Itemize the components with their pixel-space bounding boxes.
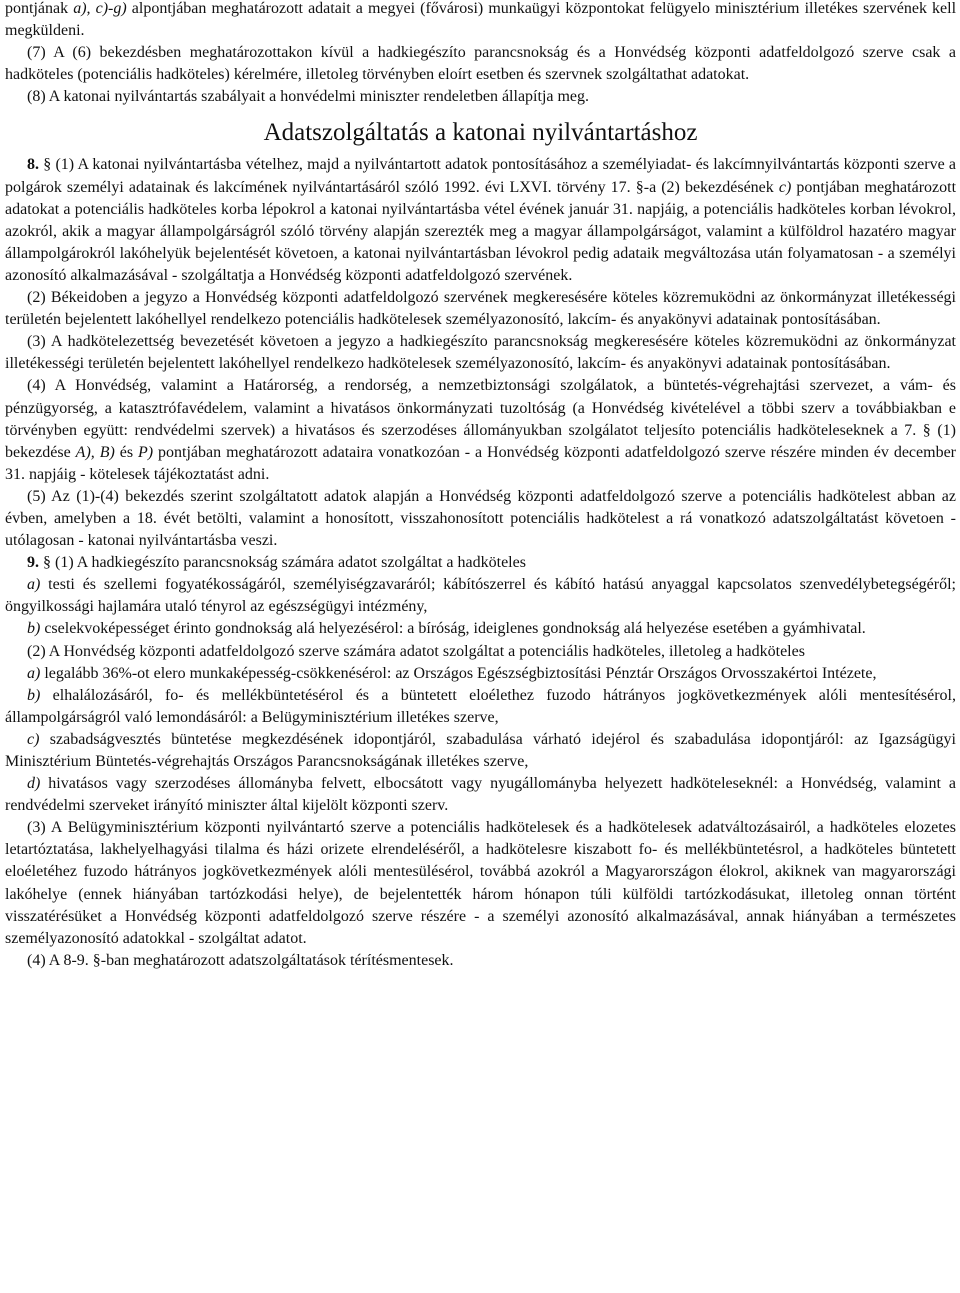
- paragraph-text: (4) A Honvédség, valamint a Határorség, a rendorség, a nemzetbiztonsági szolgálatok, a büntetés-végrehajtási szervezet, a vám- és pénzügyorség, a katasztrófavédelem, valamint a hivatásos önkormányzati tuzoltóság (a Honvédség kivételével a többi szerv a továbbiakban e törvényben együtt: rendvédelmi szervek) a hivatásos és szerzodéses állományukban szolgálatot teljesíto potenciális hadköteleseknek a 7. § (1) bekezdése: [5, 377, 956, 461]
- item-marker: P): [138, 443, 154, 461]
- paragraph: [5, 375, 956, 485]
- section-heading: Adatszolgáltatás a katonai nyilvántartáshoz: [263, 119, 698, 147]
- paragraph: [5, 817, 956, 950]
- paragraph: [5, 86, 956, 108]
- paragraph: [5, 42, 956, 86]
- paragraph-text: (7) A (6) bekezdésben meghatározottakon kívül a hadkiegészíto parancsnokság és a Honvédség központi adatfeldolgozó szerve csak a hadköteles (potenciális hadköteles) kérelmére, illetoleg törvényben eloírt esetben és szervnek szolgáltathat adatokat.: [5, 44, 956, 84]
- item-marker: b): [27, 620, 41, 638]
- paragraph: [5, 663, 956, 685]
- item-marker: c): [27, 730, 40, 748]
- paragraph: [5, 154, 956, 287]
- paragraph: [5, 287, 956, 331]
- item-marker: c): [778, 178, 792, 196]
- paragraph: [5, 552, 956, 574]
- paragraph-text: pontjának: [5, 0, 74, 17]
- paragraph-text: (2) A Honvédség központi adatfeldolgozó szerve számára adatot szolgáltat a potenciális hadköteles, illetoleg a hadköteles: [27, 642, 805, 660]
- section-number: 9.: [27, 554, 43, 572]
- paragraph-text: alpontjában meghatározott adatait a megyei (fővárosi) munkaügyi központokat felügyelo minisztérium illetékes szervének kell megküldeni.: [5, 0, 957, 40]
- item-marker: d): [27, 775, 41, 793]
- item-marker: b): [27, 686, 41, 704]
- paragraph-text: (5) Az (1)-(4) bekezdés szerint szolgáltatott adatok alapján a Honvédség központi adatfeldolgozó szerve a potenciális hadkötelest abban az évben, amelyben a 18. évét betölti, valamint a honosított, visszahonosított potenciális hadkötelest a rá vonatkozó adatszolgáltatást követoen - utólagosan - katonai nyilvántartásba veszi.: [5, 487, 956, 550]
- paragraph-text: (4) A 8-9. §-ban meghatározott adatszolgáltatások térítésmentesek.: [27, 951, 454, 969]
- paragraph-text: pontjában meghatározott adataira vonatkozóan - a Honvédség központi adatfeldolgozó szerve részére minden év december 31. napjáig - kötelesek tájékoztatást adni.: [5, 443, 957, 483]
- paragraph-text: elhalálozásáról, fo- és mellékbüntetésérol és a büntetett eloélethez fuzodo hátrányos jogkövetkezmények alóli mentesítésérol, állampolgárságról való lemondásáról: a Belügyminisztérium illetékes szerve,: [5, 686, 956, 726]
- paragraph: [5, 618, 956, 640]
- paragraph-text: (8) A katonai nyilvántartás szabályait a honvédelmi miniszter rendeletben állapítja meg.: [27, 88, 590, 106]
- paragraph-text: testi és szellemi fogyatékosságáról, személyiségzavaráról; kábítószerrel és kábító hatású anyaggal kapcsolatos szenvedélybetegségéről; öngyilkossági hajlamára utaló tényrol az egészségügyi intézmény,: [5, 576, 956, 616]
- paragraph: [5, 950, 956, 972]
- paragraph: [5, 641, 956, 663]
- item-marker: a): [27, 664, 41, 682]
- paragraph: [5, 0, 956, 42]
- paragraph: [5, 331, 956, 375]
- paragraph-text: (3) A Belügyminisztérium központi nyilvántartó szerve a potenciális hadkötelesek és a hadkötelesek adatváltozásairól, a hadköteles elozetes letartóztatása, lakhelyelhagyási tilalma és házi orizete elrendeléséről, a hadkötelesre kiszabott fo- és mellékbüntetésrol, a hadköteles büntetett eloéletéhez fuzodo hátrányos jogkövetkezmények alóli mentesülésérol, továbbá azokról a Magyarországon élokrol, akiknek van magyarországi lakóhelye (ennek hiányában tartózkodási helye), de bejelentették három hónapon túli külföldi tartózkodásukat, illetoleg onnan történt visszatérésüket a Honvédség központi adatfeldolgozó szerve részére - a személyi azonosító alkalmazásával, annak hiányában a természetes személyazonosító adatokkal - szolgáltat adatot.: [5, 819, 956, 947]
- paragraph-text: cselekvoképességet érinto gondnokság alá helyezésérol: a bíróság, ideiglenes gondnokság alá helyezése esetében a gyámhivatal.: [40, 620, 866, 638]
- paragraph: [5, 773, 956, 817]
- paragraph: [5, 685, 956, 729]
- paragraph-text: (2) Békeidoben a jegyzo a Honvédség központi adatfeldolgozó szervének megkeresésére köteles közremuködni az önkormányzat illetékességi területén bejelentett lakóhellyel rendelkezo potenciális hadkötelesek személyazonosító, lakcím- és anyakönyvi adatainak pontosításában.: [5, 289, 956, 329]
- item-marker: a), c)-g): [73, 0, 127, 17]
- section-number: 8.: [27, 156, 44, 174]
- paragraph: [5, 729, 956, 773]
- paragraph-text: (3) A hadkötelezettség bevezetését követoen a jegyzo a hadkiegészíto parancsnokság megkeresésére köteles közremuködni az önkormányzat illetékességi területén bejelentett lakóhellyel rendelkezo hadkötelesek személyazonosító, lakcím- és anyakönyvi adatainak pontosításában.: [5, 333, 956, 373]
- paragraph-text: szabadságvesztés büntetése megkezdésének idopontjáról, szabadulása várható idejérol és szabadulása idopontjáról: az Igazságügyi Minisztérium Büntetés-végrehajtás Országos Parancsnokságának illetékes szerve,: [5, 730, 956, 770]
- paragraph: [5, 574, 956, 618]
- item-marker: A), B): [75, 443, 115, 461]
- paragraph-text: pontjában meghatározott adatokat a potenciális hadköteles korba lépokrol a katonai nyilvántartásba vétel évének január 31. napjáig, a potenciális hadköteles korban lévokrol, azokról, akik a magyar állampolgárságról szóló törvény alapján szerezték meg a magyar állampolgárságot, valamint a külföldrol hazatéro magyar állampolgárokról lakóhelyük bejelentését követoen, a katonai nyilvántartásban lévokrol pedig adataik megváltozása után folyamatosan - a személyi azonosító alkalmazásával - szolgáltatja a Honvédség központi adatfeldolgozó szervének.: [5, 178, 957, 284]
- item-marker: a): [27, 576, 41, 594]
- paragraph-text: § (1) A hadkiegészíto parancsnokság számára adatot szolgáltat a hadköteles: [43, 554, 526, 572]
- paragraph-text: hivatásos vagy szerzodéses állományba felvett, elbocsátott vagy nyugállományba helyezett hadköteleseknél: a Honvédség, valamint a rendvédelmi szerveket irányító miniszter által kijelölt központi szerv.: [5, 775, 956, 815]
- paragraph-text: § (1) A katonai nyilvántartásba vételhez, majd a nyilvántartott adatok pontosításához a személyiadat- és lakcímnyilvántartás központi szerve a polgárok személyi adatainak és lakcímének nyilvántartásáról szóló 1992. évi LXVI. törvény 17. §-a (2) bekezdésének: [5, 156, 957, 196]
- paragraph-text: legalább 36%-ot elero munkaképesség-csökkenésérol: az Országos Egészségbiztosítási Pénztár Országos Orvosszakértoi Intézete,: [40, 664, 877, 682]
- paragraph-text: és: [114, 443, 138, 461]
- paragraph: [5, 486, 956, 552]
